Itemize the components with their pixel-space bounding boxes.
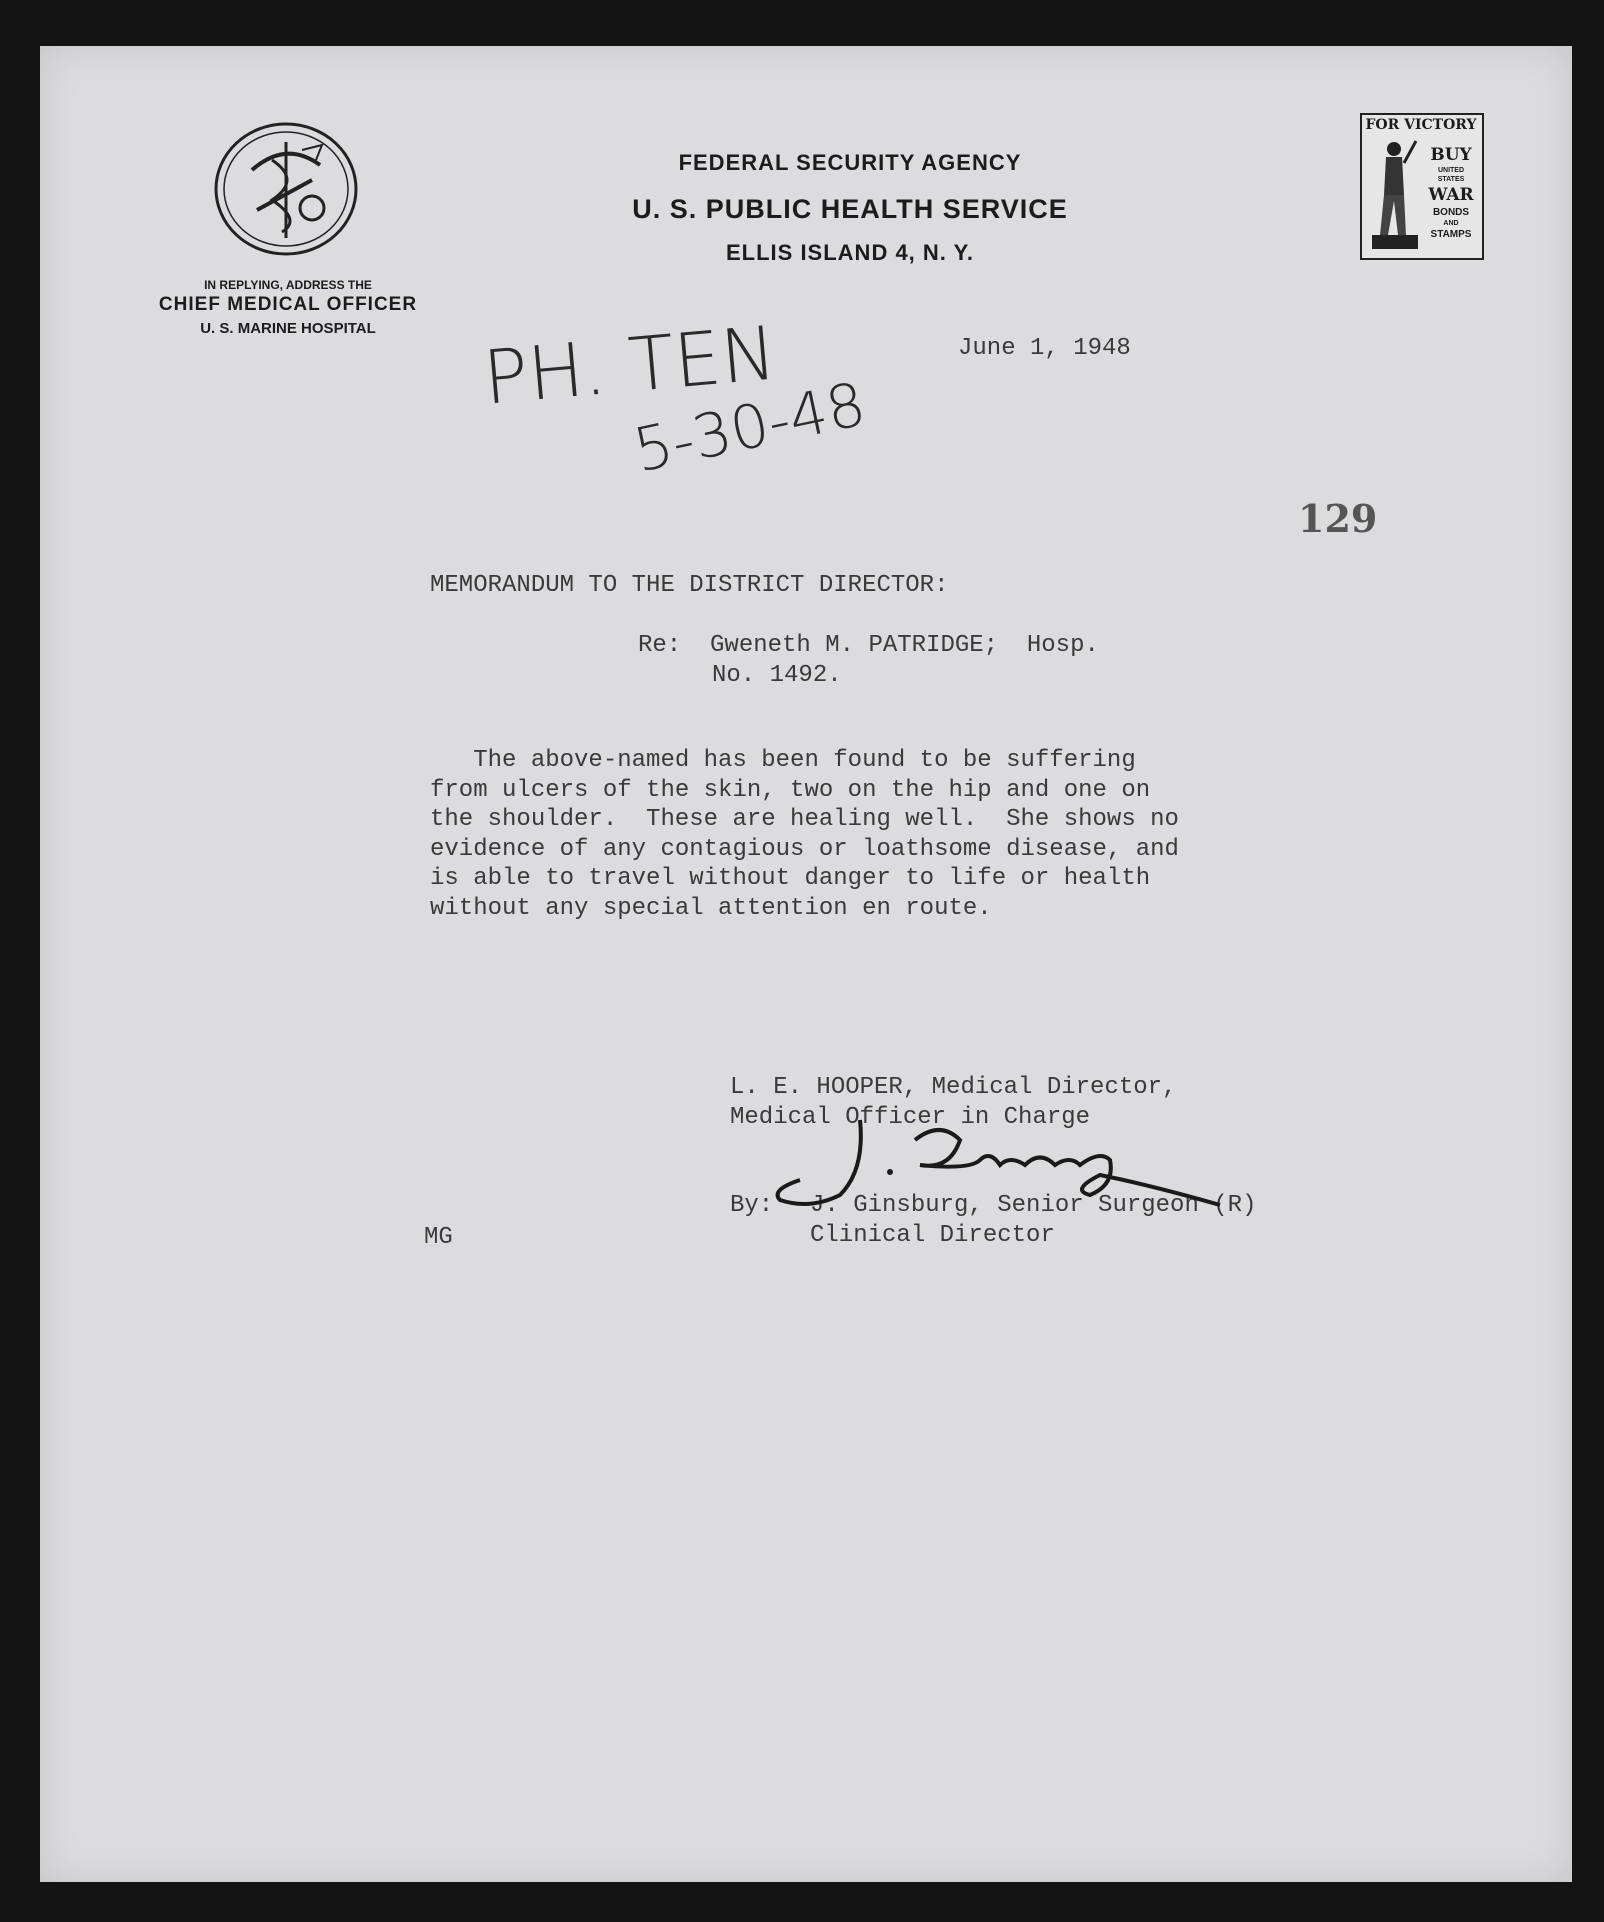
stamp-war: WAR (1428, 185, 1474, 205)
letterhead-agency: FEDERAL SECURITY AGENCY (678, 150, 1022, 175)
stamp-bonds: BONDS (1432, 207, 1470, 218)
stamp-for-victory: FOR VICTORY (1365, 117, 1477, 133)
body-line-3: the shoulder. These are healing well. She shows no (430, 806, 1179, 834)
war-bonds-stamp (1360, 113, 1484, 260)
page-number: 129 (1298, 496, 1378, 541)
re-line-2: No. 1492. (712, 662, 842, 689)
letterhead-service: U. S. PUBLIC HEALTH SERVICE (632, 194, 1068, 224)
memo-body (430, 746, 1179, 924)
typist-initials: MG (424, 1224, 453, 1251)
reply-line-2: CHIEF MEDICAL OFFICER (158, 294, 418, 315)
reply-line-3: U. S. MARINE HOSPITAL (200, 320, 376, 337)
body-line-4: evidence of any contagious or loathsome disease, and (430, 835, 1179, 863)
letterhead-address: ELLIS ISLAND 4, N. Y. (726, 240, 974, 265)
re-line-1: Re: Gweneth M. PATRIDGE; Hosp. (638, 632, 1099, 659)
stamp-buy: BUY (1430, 145, 1472, 165)
minuteman-icon (1366, 135, 1422, 253)
body-line-5: is able to travel without danger to life or health (430, 865, 1151, 893)
handwritten-note-line-2: 5-30-48 (628, 369, 872, 487)
body-line-6: without any special attention en route. (430, 894, 992, 922)
handwritten-note-line-1: PH. TEN (480, 310, 780, 422)
memo-heading: MEMORANDUM TO THE DISTRICT DIRECTOR: (430, 572, 949, 599)
signature-by: By: (730, 1192, 774, 1219)
body-line-2: from ulcers of the skin, two on the hip and one on (430, 776, 1151, 804)
stamp-states: STATES (1437, 176, 1465, 183)
reply-line-1: IN REPLYING, ADDRESS THE (204, 278, 372, 292)
body-line-1: The above-named has been found to be suffering (430, 747, 1136, 774)
stamp-and: AND (1443, 220, 1459, 227)
signature-line-1: L. E. HOOPER, Medical Director, (730, 1074, 1177, 1101)
signature-line-4: Clinical Director (810, 1222, 1055, 1249)
signature-line-3: J. Ginsburg, Senior Surgeon (R) (810, 1192, 1257, 1219)
public-health-service-seal-icon (212, 120, 360, 258)
stamp-stamps: STAMPS (1430, 229, 1472, 240)
stamp-united: UNITED (1437, 167, 1465, 174)
handwritten-signature (770, 1110, 1240, 1220)
letter-date: June 1, 1948 (958, 335, 1131, 362)
signature-line-2: Medical Officer in Charge (730, 1104, 1091, 1131)
